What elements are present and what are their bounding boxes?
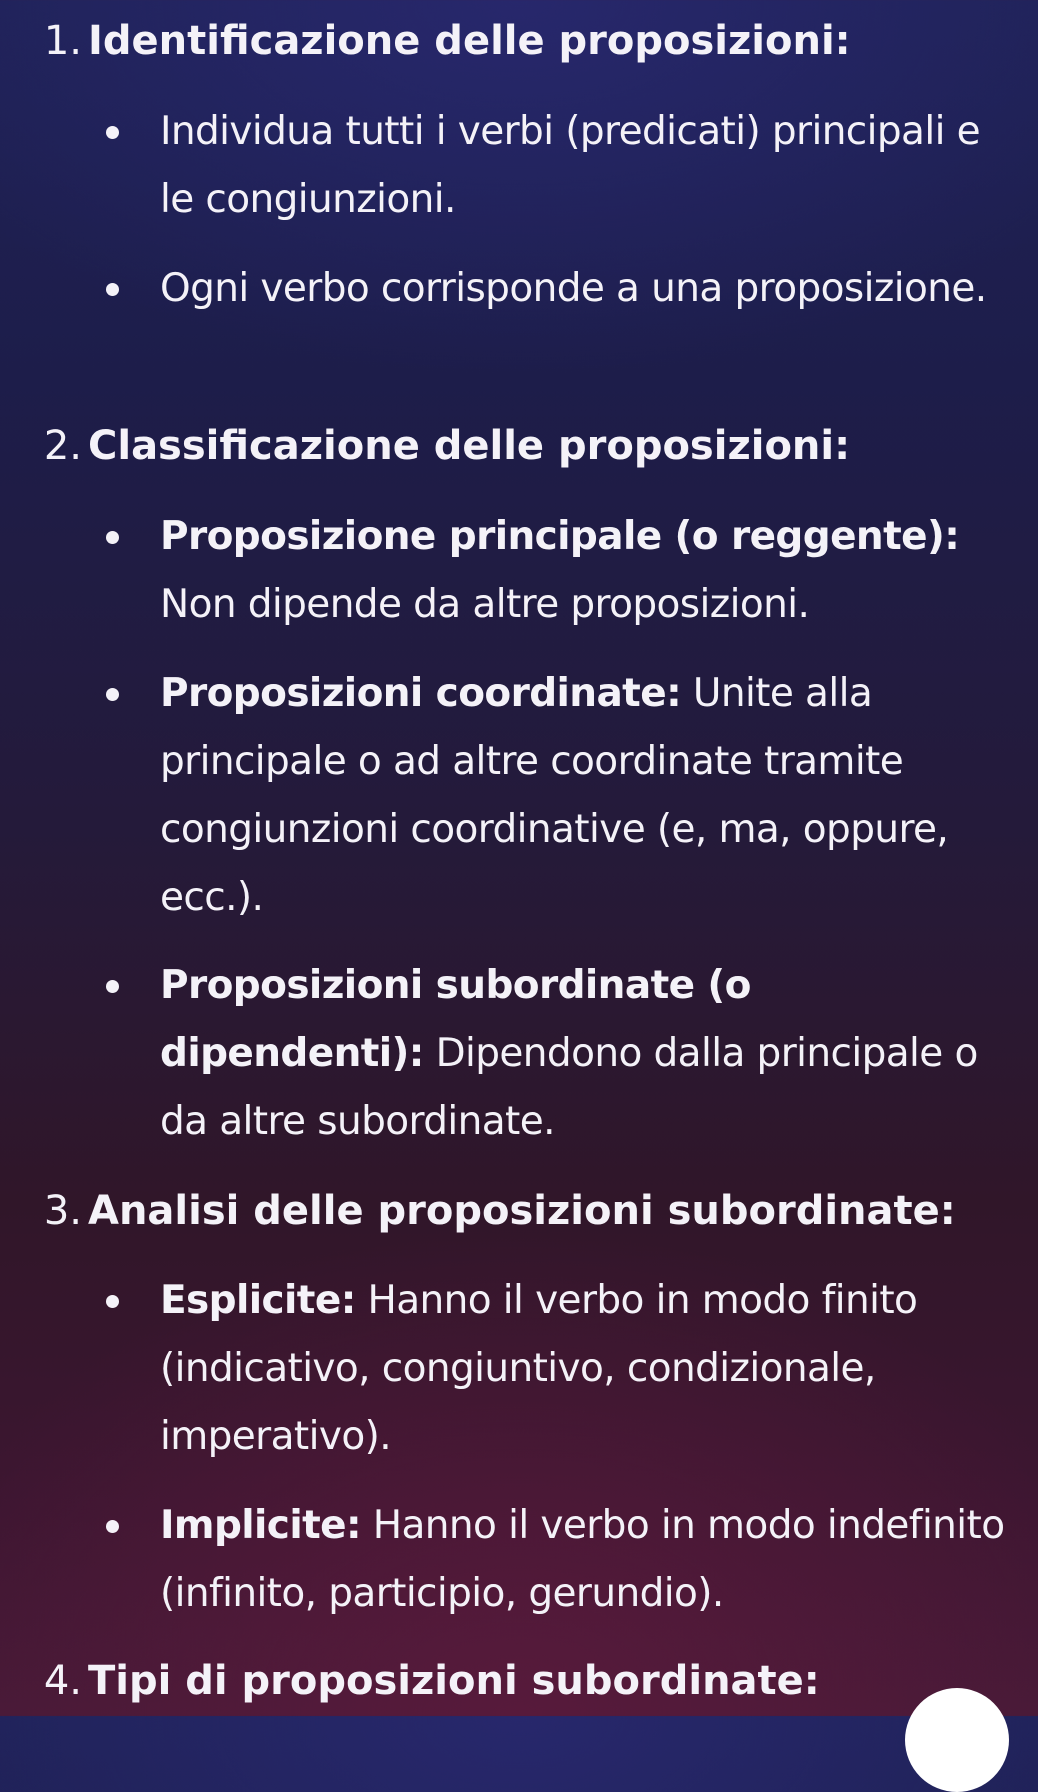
list-item bbox=[160, 952, 1010, 1156]
list-item bbox=[160, 98, 1010, 234]
section-title: Identificazione delle proposizioni: bbox=[88, 18, 851, 64]
section-heading-2 bbox=[0, 413, 1000, 479]
list-item-text: Hanno il verbo in modo finito (indicativo, congiuntivo, condizionale, imperativo). bbox=[160, 1278, 918, 1459]
section-title: Classificazione delle proposizioni: bbox=[88, 423, 851, 469]
list-item bbox=[160, 255, 1010, 323]
list-item-text: Unite alla principale o ad altre coordinate tramite congiunzioni coordinative (e, ma, oppure, ecc.). bbox=[160, 671, 949, 920]
floating-action-button[interactable] bbox=[905, 1688, 1009, 1792]
list-item bbox=[160, 1267, 1010, 1471]
list-item-text: Dipendono dalla principale o da altre subordinate. bbox=[160, 1031, 978, 1144]
section-number: 3. bbox=[43, 1188, 82, 1234]
list-item-text: Individua tutti i verbi (predicati) principali e le congiunzioni. bbox=[160, 109, 981, 222]
list-item bbox=[160, 1492, 1010, 1628]
section-title: Analisi delle proposizioni subordinate: bbox=[88, 1188, 956, 1234]
bullet-dot-icon bbox=[106, 1295, 119, 1308]
section-number: 4. bbox=[43, 1658, 82, 1704]
section-heading-1 bbox=[0, 8, 1000, 74]
bullet-dot-icon bbox=[106, 531, 119, 544]
bullet-dot-icon bbox=[106, 1520, 119, 1533]
list-item-bold-label: Esplicite: bbox=[160, 1278, 356, 1323]
list-item bbox=[160, 660, 1010, 932]
list-item bbox=[160, 503, 1010, 639]
section-title: Tipi di proposizioni subordinate: bbox=[88, 1658, 820, 1704]
list-item-bold-label: Proposizioni coordinate: bbox=[160, 671, 682, 716]
section-heading-3 bbox=[0, 1178, 1000, 1244]
bullet-dot-icon bbox=[106, 980, 119, 993]
section-number: 1. bbox=[43, 18, 82, 64]
bullet-dot-icon bbox=[106, 126, 119, 139]
section-heading-4 bbox=[0, 1648, 1000, 1714]
list-item-text: Non dipende da altre proposizioni. bbox=[160, 582, 810, 627]
list-item-bold-label: Proposizioni subordinate (o dipendenti): bbox=[160, 963, 751, 1076]
list-item-text: Hanno il verbo in modo indefinito (infinito, participio, gerundio). bbox=[160, 1503, 1005, 1616]
bullet-dot-icon bbox=[106, 688, 119, 701]
bullet-dot-icon bbox=[106, 283, 119, 296]
list-item-bold-label: Implicite: bbox=[160, 1503, 361, 1548]
list-item-bold-label: Proposizione principale (o reggente): bbox=[160, 514, 960, 559]
list-item-text: Ogni verbo corrisponde a una proposizione. bbox=[160, 266, 987, 311]
section-number: 2. bbox=[43, 423, 82, 469]
